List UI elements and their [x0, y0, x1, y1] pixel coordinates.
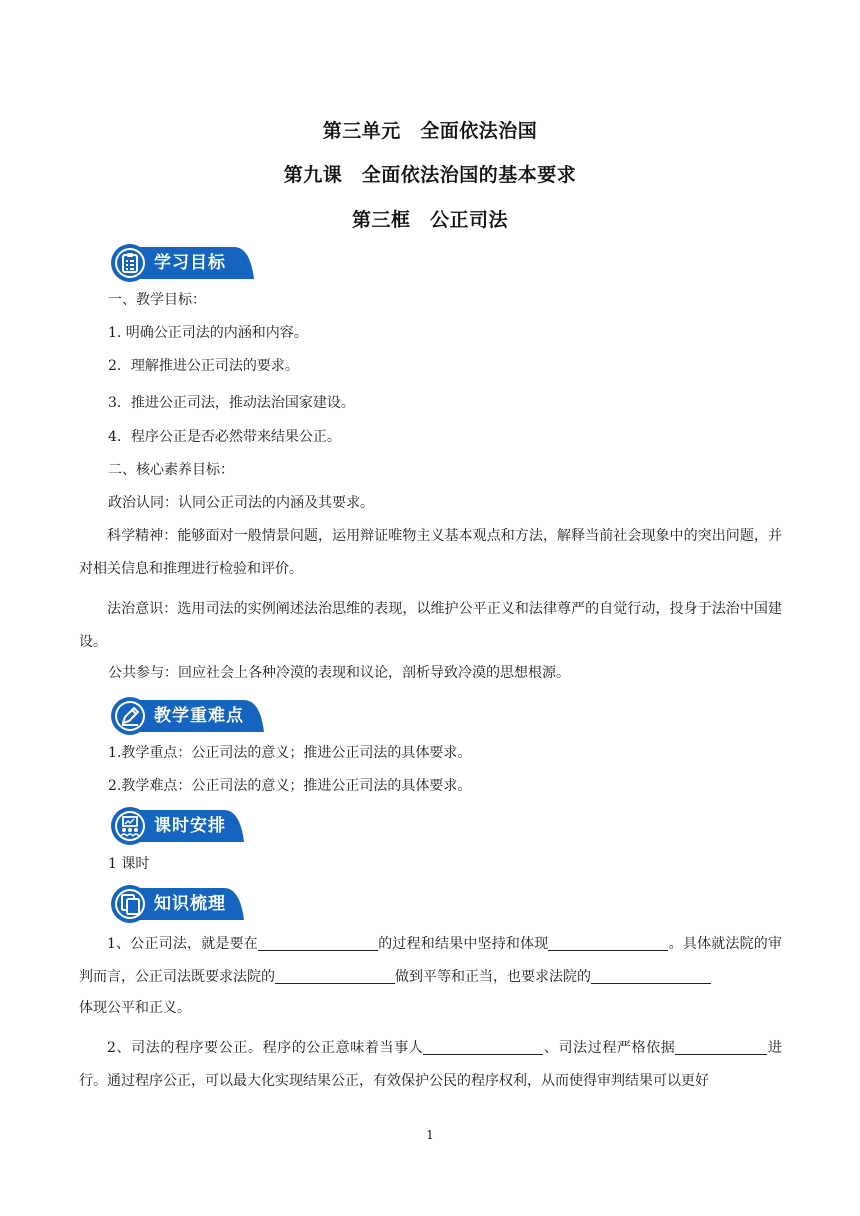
objective-item-2: 2．理解推进公正司法的要求。: [108, 358, 299, 374]
paragraph-text: 、司法过程严格依据: [543, 1040, 676, 1056]
paragraph-text: 1、公正司法，就是要在: [107, 936, 258, 952]
fill-blank[interactable]: [591, 965, 711, 984]
key-points-banner: [110, 696, 266, 736]
objective-item-1: 1. 明确公正司法的内涵和内容。: [108, 325, 308, 341]
checklist-icon: [118, 251, 142, 275]
fill-blank[interactable]: [258, 932, 378, 951]
key-points-banner-label: 教学重难点: [154, 706, 244, 726]
knowledge-banner-label: 知识梳理: [154, 894, 226, 914]
political-identity: 政治认同：认同公正司法的内涵及其要求。: [108, 495, 374, 511]
knowledge-paragraph-1: [79, 928, 782, 994]
page-number: 1: [426, 1128, 434, 1142]
rule-of-law-awareness: 法治意识：选用司法的实例阐述法治思维的表现，以维护公平正义和法律尊严的自觉行动，投身于法治中国建设。: [79, 601, 782, 650]
paragraph-text: 2、司法的程序要公正。程序的公正意味着当事人: [107, 1040, 424, 1056]
teaching-difficult-point: 2.教学难点：公正司法的意义；推进公正司法的具体要求。: [108, 778, 472, 794]
fill-blank[interactable]: [675, 1036, 767, 1055]
paragraph-text: 。具体就法院的审判而言，公正司法既要求法院的: [79, 936, 782, 985]
objective-item-4: 4．程序公正是否必然带来结果公正。: [108, 429, 341, 445]
frame-title: 第三框 公正司法: [351, 209, 508, 231]
fill-blank[interactable]: [423, 1036, 543, 1055]
schedule-banner: [110, 806, 246, 846]
paragraph-text: 做到平等和正当，也要求法院的: [395, 969, 591, 985]
schedule-banner-label: 课时安排: [154, 816, 226, 836]
core-objectives-heading: 二、核心素养目标：: [108, 462, 234, 478]
objectives-banner: [110, 243, 256, 283]
class-hours: 1 课时: [108, 856, 150, 872]
scientific-spirit: 科学精神：能够面对一般情景问题，运用辩证唯物主义基本观点和方法，解释当前社会现象中的突出问题，并对相关信息和推理进行检验和评价。: [79, 528, 782, 577]
knowledge-banner: [110, 884, 246, 924]
objective-item-3: 3．推进公正司法，推动法治国家建设。: [108, 395, 355, 411]
fill-blank[interactable]: [548, 932, 668, 951]
paragraph-text: 的过程和结果中坚持和体现: [378, 936, 549, 952]
documents-icon: [118, 892, 142, 916]
lesson-title: 第九课 全面依法治国的基本要求: [283, 164, 577, 186]
unit-title: 第三单元 全面依法治国: [322, 120, 538, 142]
fill-blank[interactable]: [275, 965, 395, 984]
knowledge-paragraph-1-end: 体现公平和正义。: [79, 1000, 191, 1016]
teaching-objectives-heading: 一、教学目标：: [108, 292, 206, 308]
pencil-icon: [118, 704, 142, 728]
paragraph-text: 进行。通过程序公正，可以最大化实现结果公正，有效保护公民的程序权利，从而使得审判结果可以更好: [79, 1040, 783, 1089]
public-participation: 公共参与：回应社会上各种冷漠的表现和议论，剖析导致冷漠的思想根源。: [108, 665, 570, 681]
knowledge-paragraph-2: [79, 1032, 782, 1098]
teaching-key-point: 1.教学重点：公正司法的意义；推进公正司法的具体要求。: [108, 745, 472, 761]
classroom-icon: [118, 814, 142, 838]
objectives-banner-label: 学习目标: [154, 253, 226, 273]
